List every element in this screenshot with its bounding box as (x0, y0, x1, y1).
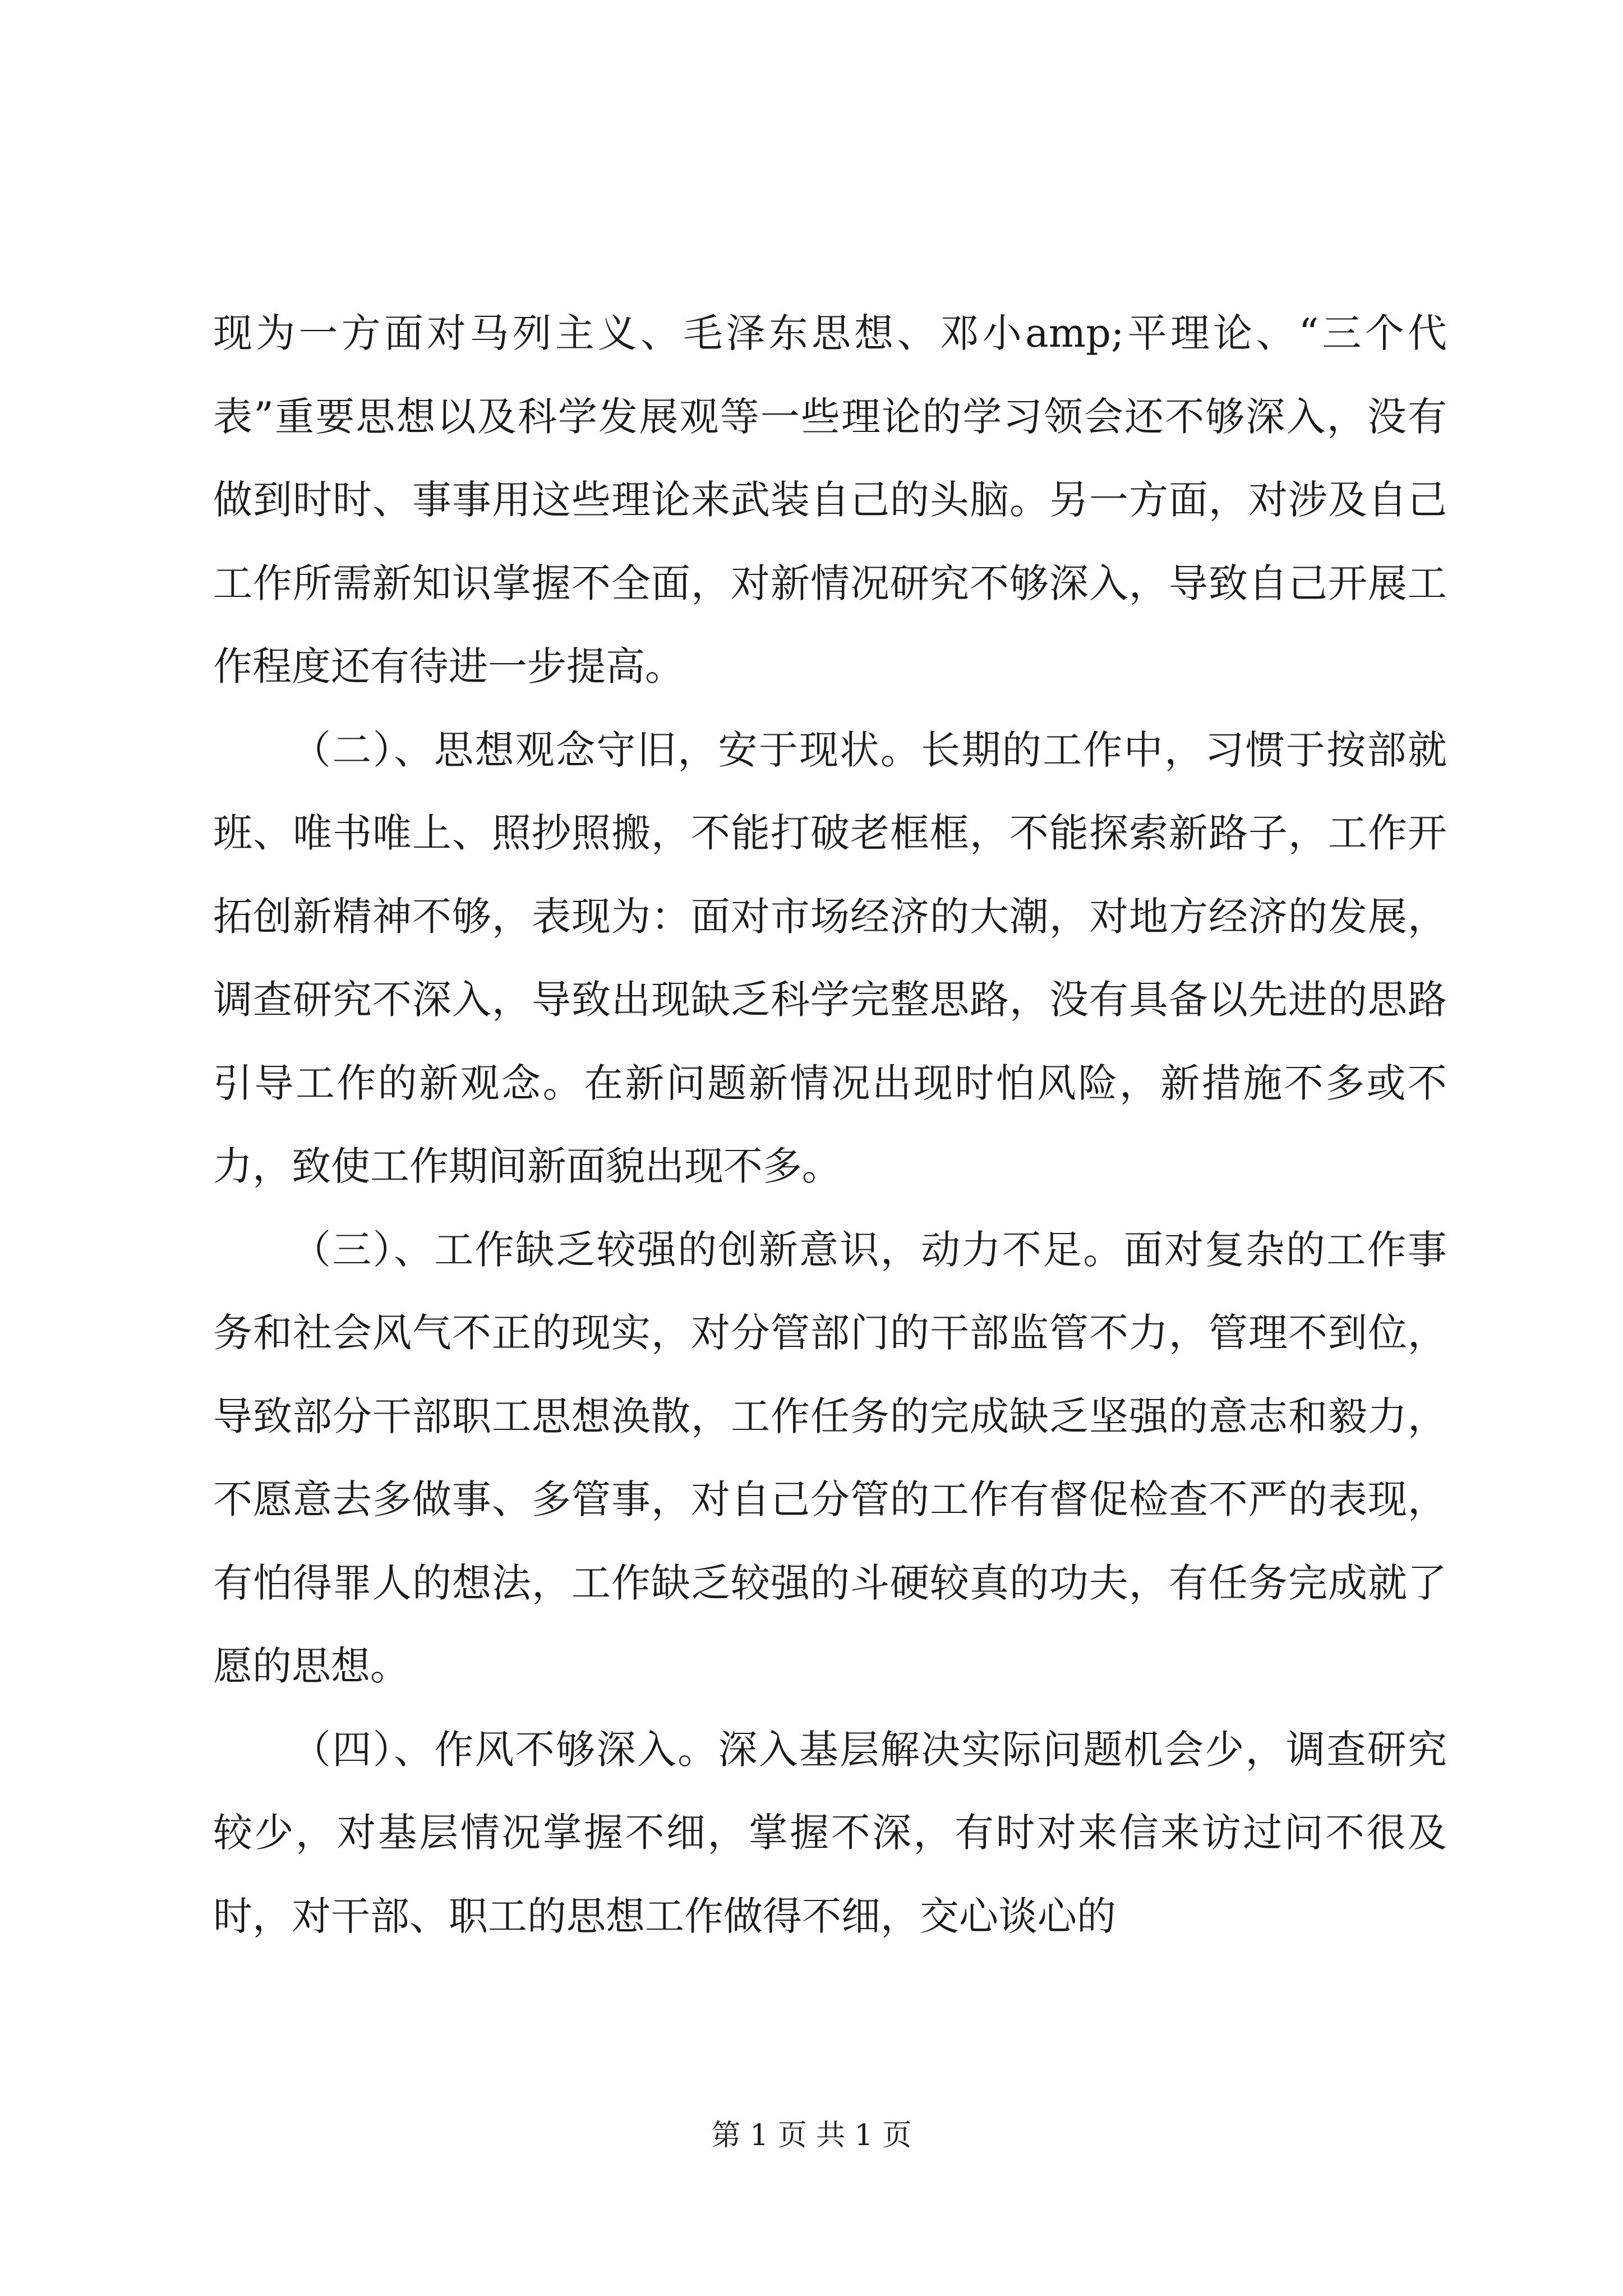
page-footer: 第 1 页 共 1 页 (711, 2119, 912, 2152)
paragraph-4: （四）、作风不够深入。深入基层解决实际问题机会少，调查研究较少，对基层情况掌握不细，掌握不深，有时对来信来访过问不很及时，对干部、职工的思想工作做得不细，交心谈心的 (213, 1726, 1447, 1939)
document-body (213, 292, 1447, 1958)
paragraph-1: 现为一方面对马列主义、毛泽东思想、邓小amp;平理论、“三个代表”重要思想以及科学发展观等一些理论的学习领会还不够深入，没有做到时时、事事用这些理论来武装自己的头脑。另一方面，对涉及自己工作所需新知识掌握不全面，对新情况研究不够深入，导致自己开展工作程度还有待进一步提高。 (213, 310, 1447, 689)
paragraph-3: （三）、工作缺乏较强的创新意识，动力不足。面对复杂的工作事务和社会风气不正的现实，对分管部门的干部监管不力，管理不到位，导致部分干部职工思想涣散，工作任务的完成缺乏坚强的意志和毅力，不愿意去多做事、多管事，对自己分管的工作有督促检查不严的表现，有怕得罪人的想法，工作缺乏较强的斗硬较真的功夫，有任务完成就了愿的思想。 (213, 1226, 1447, 1689)
paragraph-2: （二）、思想观念守旧，安于现状。长期的工作中，习惯于按部就班、唯书唯上、照抄照搬，不能打破老框框，不能探索新路子，工作开拓创新精神不够，表现为：面对市场经济的大潮，对地方经济的发展，调查研究不深入，导致出现缺乏科学完整思路，没有具备以先进的思路引导工作的新观念。在新问题新情况出现时怕风险，新措施不多或不力，致使工作期间新面貌出现不多。 (213, 726, 1447, 1189)
